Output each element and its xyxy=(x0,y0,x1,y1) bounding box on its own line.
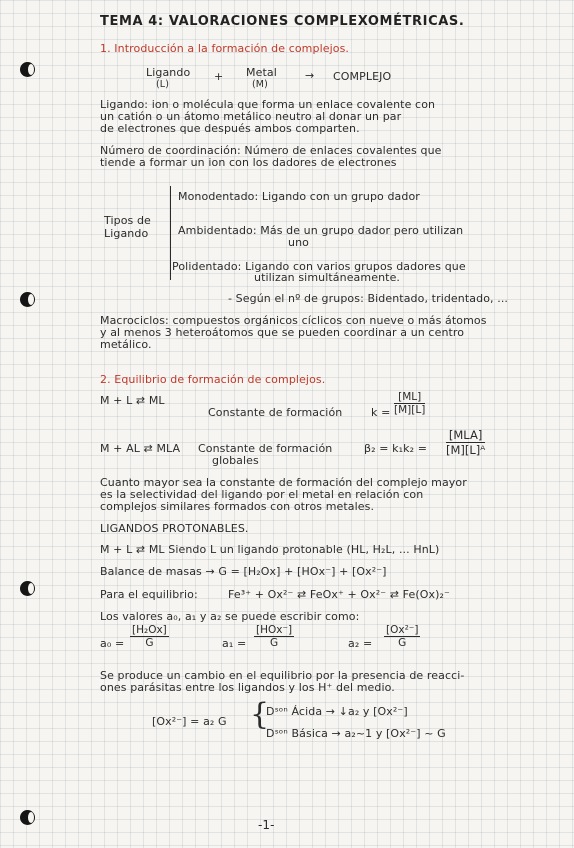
ligandos-protonables-heading: LIGANDOS PROTONABLES. xyxy=(100,522,249,535)
eq-m-symbol: (M) xyxy=(252,79,268,90)
ambidentado: Ambidentado: Más de un grupo dador pero utilizan xyxy=(178,224,464,237)
tipos-label: Tipos de xyxy=(104,214,151,227)
eq-plus: + xyxy=(214,70,224,83)
a0-numerator: [H₂Ox] xyxy=(132,624,167,636)
equilibrio-equation: Fe³⁺ + Ox²⁻ ⇄ FeOx⁺ + Ox²⁻ ⇄ Fe(Ox)₂⁻ xyxy=(228,588,450,601)
page-title: TEMA 4: VALORACIONES COMPLEXOMÉTRICAS. xyxy=(100,14,465,29)
a0-denominator: G xyxy=(145,637,154,649)
protonable-equation: M + L ⇄ ML Siendo L un ligando protonable (HL, H₂L, ... HnL) xyxy=(100,543,440,556)
constante-global-label: globales xyxy=(212,454,259,467)
ligando-definition: un catión o un átomo metálico neutro al donar un par xyxy=(100,110,402,123)
valores-text: Los valores a₀, a₁ y a₂ se puede escribir como: xyxy=(100,610,360,623)
a2-label: a₂ = xyxy=(348,637,373,650)
ambidentado: uno xyxy=(288,236,309,249)
cuanto-mayor: complejos similares formados con otros metales. xyxy=(100,500,375,513)
binder-hole xyxy=(20,62,35,77)
tipos-label: Ligando xyxy=(104,227,149,240)
a1-numerator: [HOx⁻] xyxy=(256,624,293,636)
coordination-definition: Número de coordinación: Número de enlaces covalentes que xyxy=(100,144,442,157)
balance-masas: Balance de masas → G = [H₂Ox] + [HOx⁻] + [Ox²⁻] xyxy=(100,565,387,578)
beta-numerator: [MLA] xyxy=(446,428,485,443)
k-fraction xyxy=(394,391,425,416)
binder-hole xyxy=(20,292,35,307)
disolucion-acida: Dˢᵒⁿ Ácida → ↓a₂ y [Ox²⁻] xyxy=(266,705,408,718)
beta-equation: β₂ = k₁k₂ = xyxy=(364,442,428,455)
a0-label: a₀ = xyxy=(100,637,125,650)
eq-complejo: COMPLEJO xyxy=(333,70,392,83)
eq-mla: M + AL ⇄ MLA xyxy=(100,442,181,455)
section-2-heading: 2. Equilibrio de formación de complejos. xyxy=(100,373,326,386)
disolucion-basica: Dˢᵒⁿ Básica → a₂~1 y [Ox²⁻] ~ G xyxy=(266,727,446,740)
coordination-definition: tiende a formar un ion con los dadores de electrones xyxy=(100,156,397,169)
beta-denominator: [M][L]ᴬ xyxy=(446,443,486,457)
page-number: -1- xyxy=(258,818,275,832)
a1-label: a₁ = xyxy=(222,637,247,650)
cases-brace: { xyxy=(250,697,270,732)
cuanto-mayor: es la selectividad del ligando por el metal en relación con xyxy=(100,488,424,501)
binder-hole xyxy=(20,810,35,825)
polidentado: utilizan simultáneamente. xyxy=(254,271,401,284)
cambio-equilibrio: ones parásitas entre los ligandos y los H⁺ del medio. xyxy=(100,681,395,694)
k-numerator: [ML] xyxy=(394,391,425,404)
eq-arrow: → xyxy=(305,69,315,82)
a1-fraction xyxy=(254,624,294,649)
constante-formacion-label: Constante de formación xyxy=(208,406,343,419)
eq-l-symbol: (L) xyxy=(156,79,170,90)
k-denominator: [M][L] xyxy=(394,404,426,416)
a2-numerator: [Ox²⁻] xyxy=(386,624,419,636)
k-equation: k = xyxy=(371,406,391,419)
tipos-bracket xyxy=(170,186,171,280)
a2-denominator: G xyxy=(398,637,407,649)
ligando-definition: de electrones que después ambos comparten. xyxy=(100,122,360,135)
constante-global-label: Constante de formación xyxy=(198,442,333,455)
cuanto-mayor: Cuanto mayor sea la constante de formación del complejo mayor xyxy=(100,476,467,489)
ligando-definition: Ligando: ion o molécula que forma un enlace covalente con xyxy=(100,98,436,111)
monodentado: Monodentado: Ligando con un grupo dador xyxy=(178,190,420,203)
eq-ml: M + L ⇄ ML xyxy=(100,394,165,407)
cambio-equilibrio: Se produce un cambio en el equilibrio por la presencia de reacci- xyxy=(100,669,465,682)
a1-denominator: G xyxy=(269,637,279,649)
macrociclos: y al menos 3 heteroátomos que se pueden coordinar a un centro xyxy=(100,326,465,339)
ox-equation: [Ox²⁻] = a₂ G xyxy=(152,715,227,728)
macrociclos: Macrociclos: compuestos orgánicos cíclicos con nueve o más átomos xyxy=(100,314,487,327)
macrociclos: metálico. xyxy=(100,338,152,351)
binder-hole xyxy=(20,581,35,596)
eq-metal: Metal xyxy=(246,66,277,79)
segun-grupos: - Según el nº de grupos: Bidentado, tridentado, ... xyxy=(228,292,509,305)
a2-fraction xyxy=(384,624,420,649)
beta-fraction xyxy=(446,428,485,457)
eq-ligando: Ligando xyxy=(146,66,191,79)
a0-fraction xyxy=(130,624,169,649)
equilibrio-label: Para el equilibrio: xyxy=(100,588,198,601)
section-1-heading: 1. Introducción a la formación de complejos. xyxy=(100,42,350,55)
polidentado: Polidentado: Ligando con varios grupos dadores que xyxy=(172,260,466,273)
